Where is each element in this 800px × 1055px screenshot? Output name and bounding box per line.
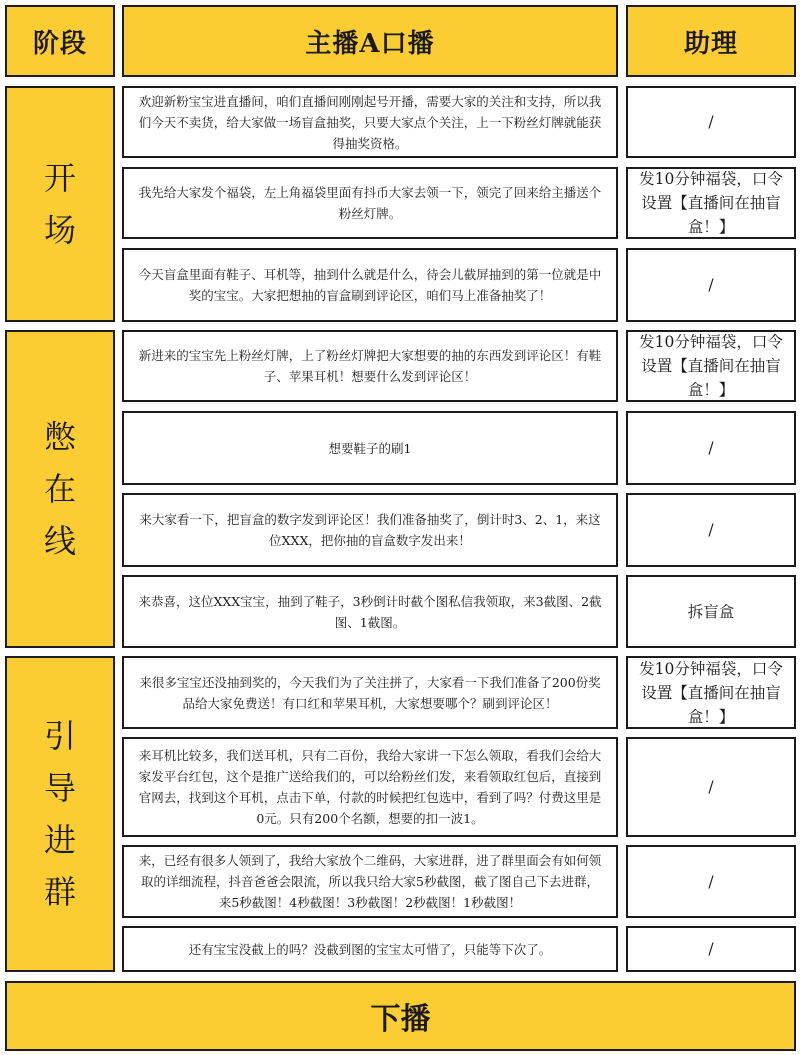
assistant-cell: 拆盲盒 bbox=[626, 575, 796, 648]
footer-end-stream: 下播 bbox=[5, 981, 796, 1051]
header-assistant: 助理 bbox=[626, 5, 796, 77]
script-cell: 今天盲盒里面有鞋子、耳机等，抽到什么就是什么，待会儿截屏抽到的第一位就是中奖的宝宝。大家把想抽的盲盒刷到评论区，咱们马上准备抽奖了！ bbox=[122, 248, 618, 322]
assistant-cell: 发10分钟福袋，口令设置【直播间在抽盲盒！】 bbox=[626, 656, 796, 729]
stage-opening: 开 场 bbox=[5, 86, 115, 322]
assistant-cell: 发10分钟福袋，口令设置【直播间在抽盲盒！】 bbox=[626, 330, 796, 402]
header-host-script: 主播A口播 bbox=[122, 5, 618, 77]
script-cell: 来，已经有很多人领到了，我给大家放个二维码，大家进群，进了群里面会有如何领取的详细流程，抖音爸爸会限流，所以我只给大家5秒截图，截了图自己下去进群，来5秒截图！4秒截图！3秒截图！2秒截图！1秒截图！ bbox=[122, 845, 618, 918]
header-stage: 阶段 bbox=[5, 5, 115, 77]
assistant-cell: / bbox=[626, 248, 796, 322]
assistant-cell: / bbox=[626, 737, 796, 837]
assistant-cell: / bbox=[626, 845, 796, 918]
script-cell: 新进来的宝宝先上粉丝灯牌，上了粉丝灯牌把大家想要的抽的东西发到评论区！有鞋子、苹果耳机！想要什么发到评论区！ bbox=[122, 330, 618, 402]
assistant-cell: / bbox=[626, 411, 796, 485]
assistant-cell: / bbox=[626, 493, 796, 567]
assistant-cell: 发10分钟福袋，口令设置【直播间在抽盲盒！】 bbox=[626, 167, 796, 239]
script-cell: 来耳机比较多，我们送耳机，只有二百份，我给大家讲一下怎么领取，看我们会给大家发平台红包，这个是推广送给我们的，可以给粉丝们发，来看领取红包后，直接到官网去，找到这个耳机，点击下单，付款的时候把红包选中，看到了吗？付费这里是0元。只有200个名额，想要的扣一波1。 bbox=[122, 737, 618, 837]
stage-hold-online: 憋 在 线 bbox=[5, 330, 115, 648]
script-cell: 想要鞋子的刷1 bbox=[122, 411, 618, 485]
script-cell: 来大家看一下，把盲盒的数字发到评论区！我们准备抽奖了，倒计时3、2、1，来这位XXX，把你抽的盲盒数字发出来！ bbox=[122, 493, 618, 567]
script-cell: 来很多宝宝还没抽到奖的，今天我们为了关注拼了，大家看一下我们准备了200份奖品给大家免费送！有口红和苹果耳机，大家想要哪个？刷到评论区！ bbox=[122, 656, 618, 729]
assistant-cell: / bbox=[626, 86, 796, 158]
script-cell: 欢迎新粉宝宝进直播间，咱们直播间刚刚起号开播，需要大家的关注和支持，所以我们今天不卖货，给大家做一场盲盒抽奖，只要大家点个关注，上一下粉丝灯牌就能获得抽奖资格。 bbox=[122, 86, 618, 158]
assistant-cell: / bbox=[626, 926, 796, 972]
script-cell: 我先给大家发个福袋，左上角福袋里面有抖币大家去领一下，领完了回来给主播送个粉丝灯牌。 bbox=[122, 167, 618, 239]
script-cell: 来恭喜，这位XXX宝宝，抽到了鞋子，3秒倒计时截个图私信我领取，来3截图、2截图、1截图。 bbox=[122, 575, 618, 648]
stage-guide-join-group: 引 导 进 群 bbox=[5, 656, 115, 972]
script-cell: 还有宝宝没截上的吗？没截到图的宝宝太可惜了，只能等下次了。 bbox=[122, 926, 618, 972]
